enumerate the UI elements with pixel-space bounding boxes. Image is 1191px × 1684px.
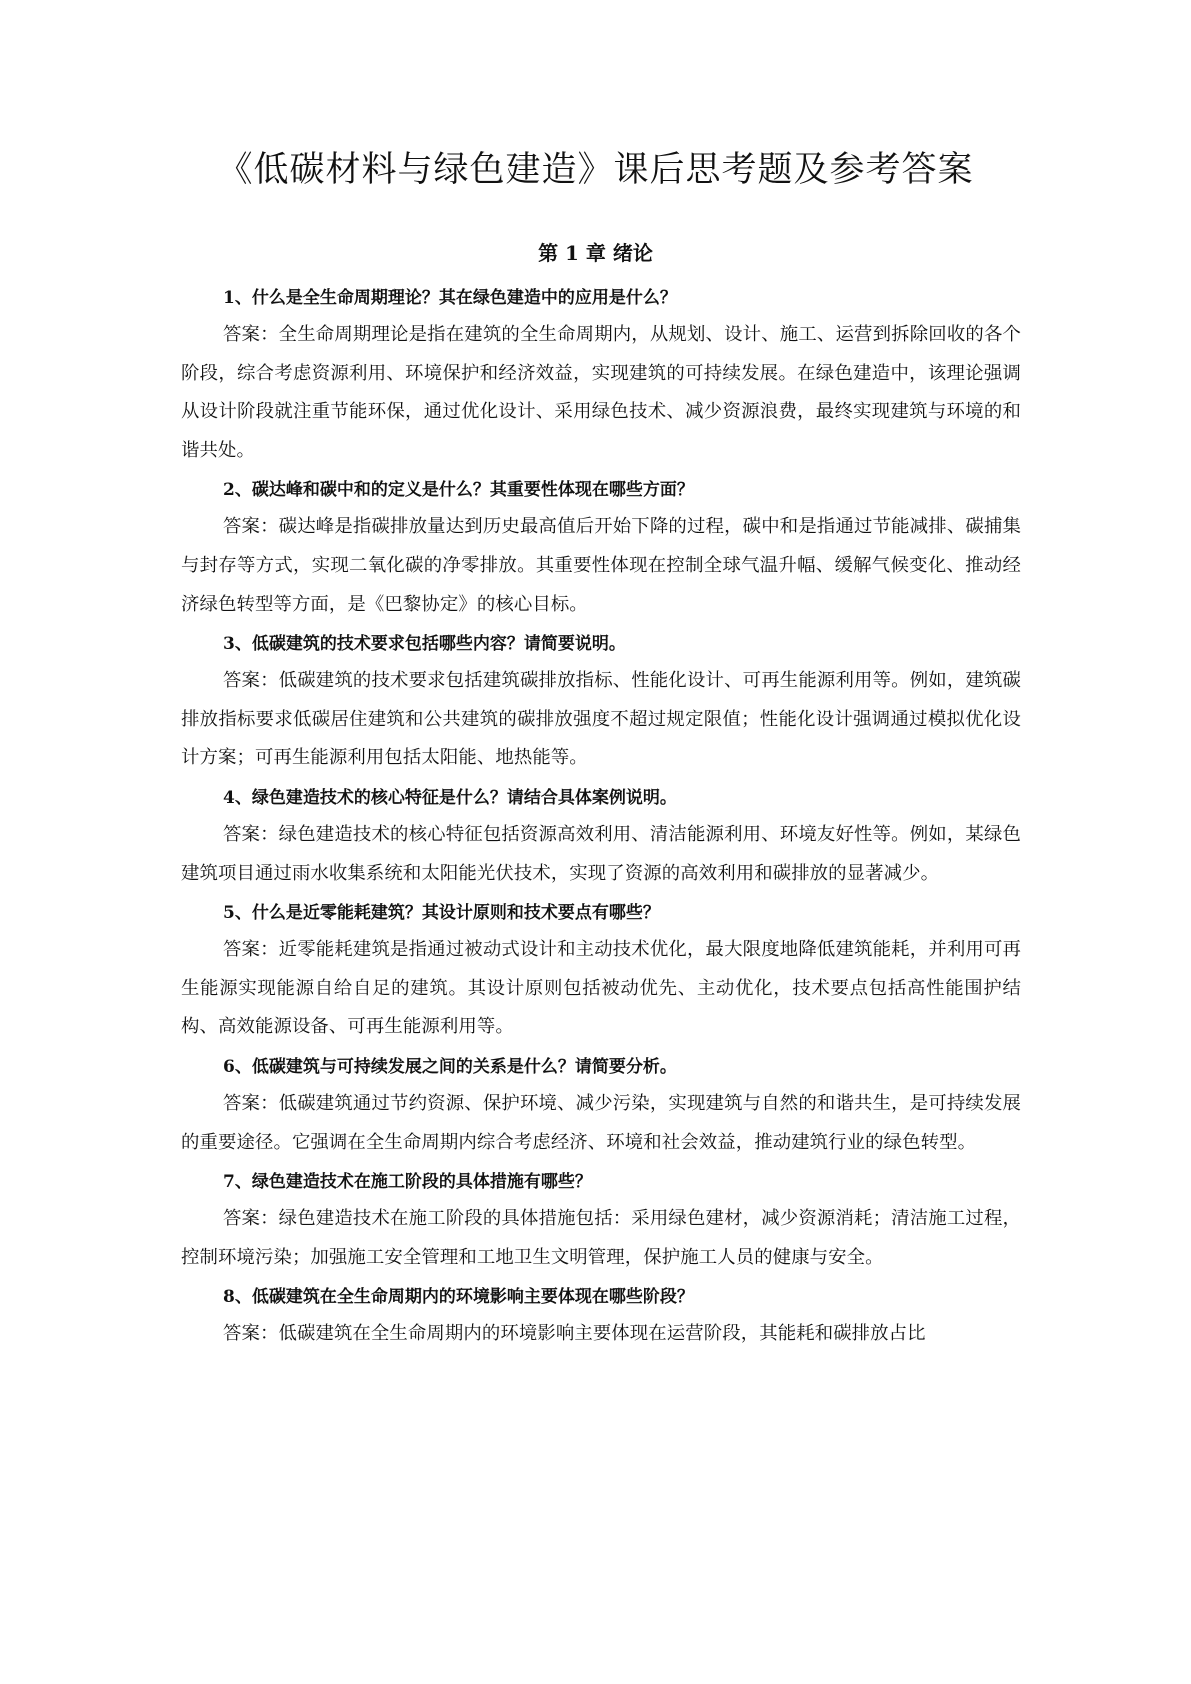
question-6: 6、低碳建筑与可持续发展之间的关系是什么？请简要分析。: [223, 1056, 677, 1077]
answer-5: 答案：近零能耗建筑是指通过被动式设计和主动技术优化，最大限度地降低建筑能耗，并利用可再生能源实现能源自给自足的建筑。其设计原则包括被动优先、主动优化，技术要点包括高性能围护结构、高效能源设备、可再生能源利用等。: [181, 939, 1021, 1038]
qa-item-6: [181, 1049, 1021, 1162]
document-body: [181, 280, 1021, 1356]
question-1: 1、什么是全生命周期理论？其在绿色建造中的应用是什么？: [223, 288, 677, 308]
answer-8: 答案：低碳建筑在全生命周期内的环境影响主要体现在运营阶段，其能耗和碳排放占比: [223, 1323, 926, 1345]
answer-3: 答案：低碳建筑的技术要求包括建筑碳排放指标、性能化设计、可再生能源利用等。例如，建筑碳排放指标要求低碳居住建筑和公共建筑的碳排放强度不超过规定限值；性能化设计强调通过模拟优化设计方案；可再生能源利用包括太阳能、地热能等。: [181, 670, 1021, 769]
answer-1: 答案：全生命周期理论是指在建筑的全生命周期内，从规划、设计、施工、运营到拆除回收的各个阶段，综合考虑资源利用、环境保护和经济效益，实现建筑的可持续发展。在绿色建造中，该理论强调从设计阶段就注重节能环保，通过优化设计、采用绿色技术、减少资源浪费，最终实现建筑与环境的和谐共处。: [181, 324, 1021, 461]
chapter-heading: 第 1 章 绪论: [538, 241, 653, 265]
question-2: 2、碳达峰和碳中和的定义是什么？其重要性体现在哪些方面？: [223, 480, 694, 501]
qa-item-3: [181, 626, 1021, 778]
answer-2: 答案：碳达峰是指碳排放量达到历史最高值后开始下降的过程，碳中和是指通过节能减排、碳捕集与封存等方式，实现二氧化碳的净零排放。其重要性体现在控制全球气温升幅、缓解气候变化、推动经济绿色转型等方面，是《巴黎协定》的核心目标。: [181, 516, 1021, 615]
question-4: 4、绿色建造技术的核心特征是什么？请结合具体案例说明。: [223, 787, 677, 808]
qa-item-2: [181, 472, 1021, 624]
question-3: 3、低碳建筑的技术要求包括哪些内容？请简要说明。: [223, 634, 626, 655]
qa-item-7: [181, 1164, 1021, 1277]
answer-4: 答案：绿色建造技术的核心特征包括资源高效利用、清洁能源利用、环境友好性等。例如，某绿色建筑项目通过雨水收集系统和太阳能光伏技术，实现了资源的高效利用和碳排放的显著减少。: [181, 823, 1021, 884]
qa-item-8: [181, 1279, 1021, 1354]
qa-item-4: [181, 780, 1021, 893]
answer-6: 答案：低碳建筑通过节约资源、保护环境、减少污染，实现建筑与自然的和谐共生，是可持续发展的重要途径。它强调在全生命周期内综合考虑经济、环境和社会效益，推动建筑行业的绿色转型。: [181, 1092, 1021, 1153]
question-8: 8、低碳建筑在全生命周期内的环境影响主要体现在哪些阶段？: [223, 1287, 694, 1308]
question-7: 7、绿色建造技术在施工阶段的具体措施有哪些？: [223, 1172, 592, 1193]
answer-7: 答案：绿色建造技术在施工阶段的具体措施包括：采用绿色建材，减少资源消耗；清洁施工过程，控制环境污染；加强施工安全管理和工地卫生文明管理，保护施工人员的健康与安全。: [181, 1208, 1021, 1268]
question-5: 5、什么是近零能耗建筑？其设计原则和技术要点有哪些？: [223, 903, 660, 924]
qa-item-1: [181, 280, 1021, 470]
document-title: 《低碳材料与绿色建造》课后思考题及参考答案: [217, 150, 974, 190]
qa-item-5: [181, 895, 1021, 1047]
